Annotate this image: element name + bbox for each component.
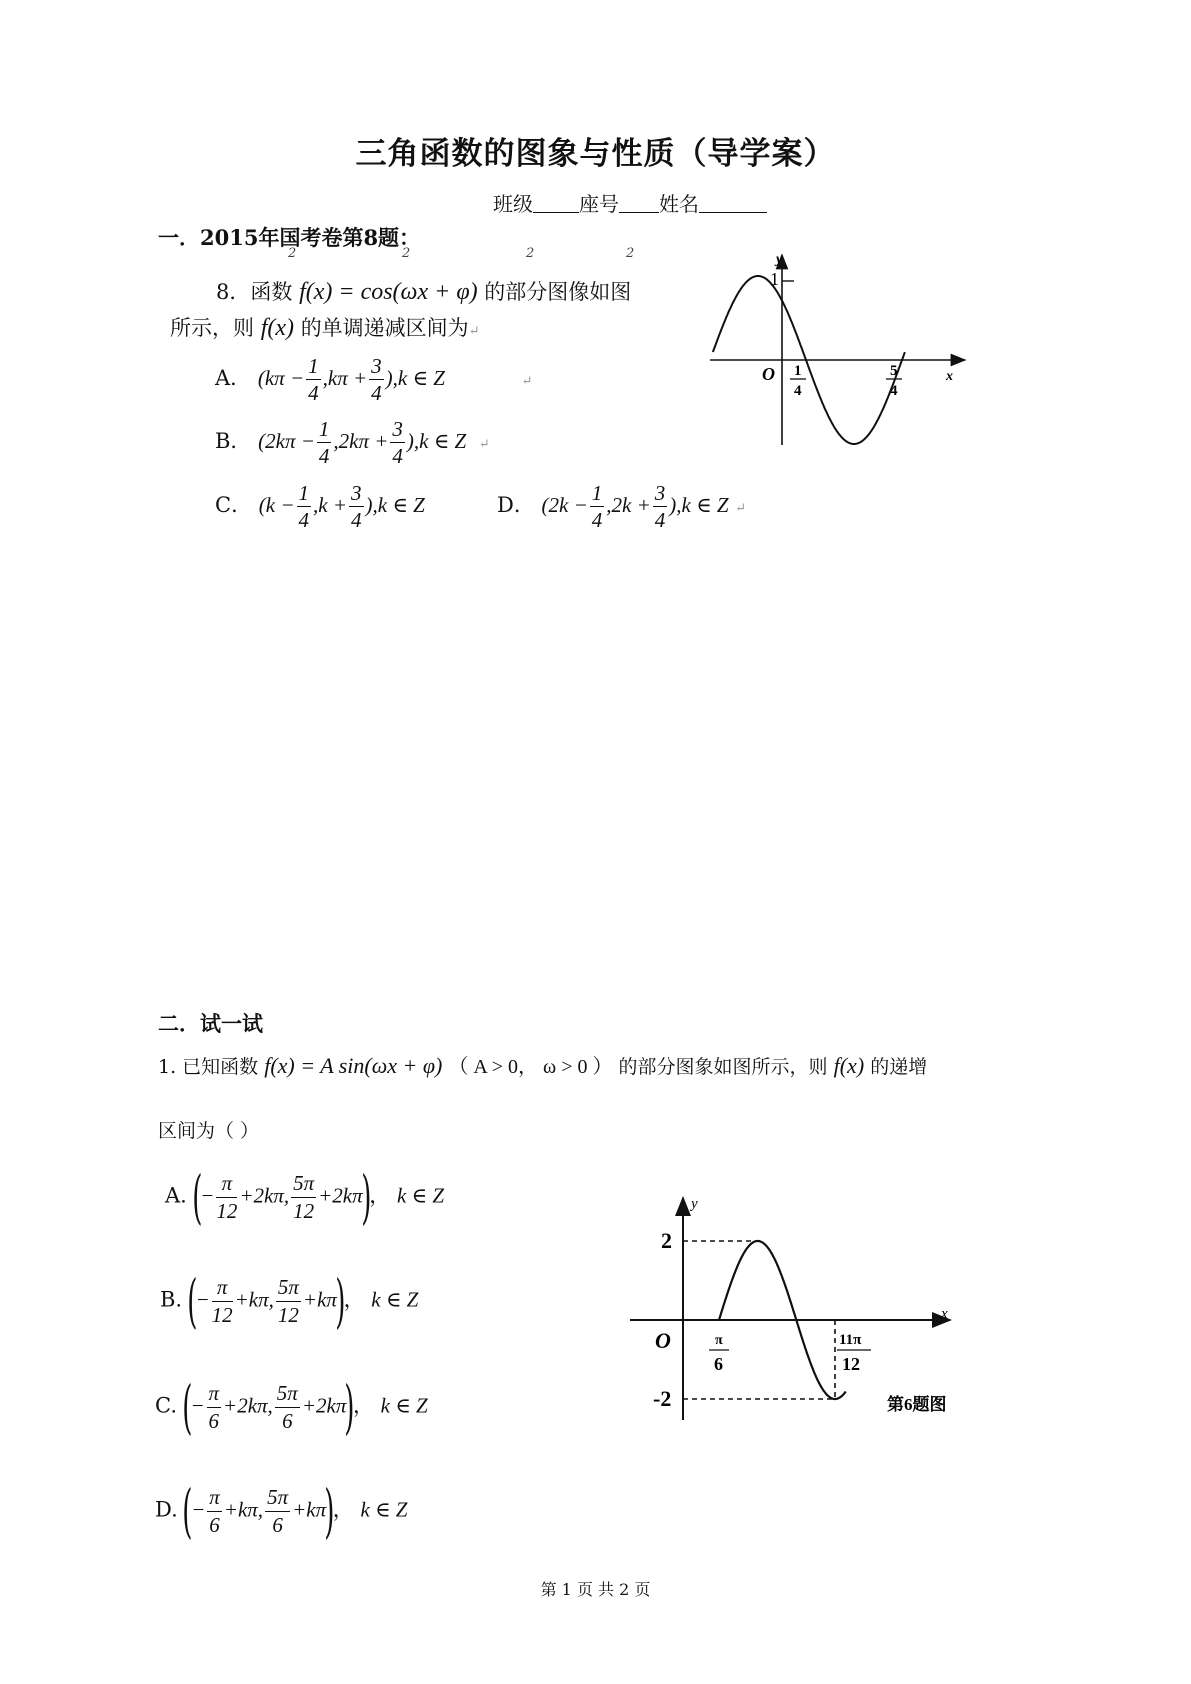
option-label: D． xyxy=(497,493,535,518)
frac-numerator: π xyxy=(212,1276,233,1301)
student-info-line xyxy=(493,188,767,217)
option-math: − xyxy=(200,1183,215,1208)
question-text: 所示，则 xyxy=(170,316,254,340)
frac-numerator: π xyxy=(207,1382,222,1407)
frac-numerator: 1 xyxy=(317,418,332,443)
question-text: 的递增 xyxy=(870,1056,928,1078)
x-axis-label: x xyxy=(946,369,953,384)
section2-heading: 二．试一试 xyxy=(158,1011,263,1036)
frac-numerator: 1 xyxy=(306,355,321,380)
frac-denominator: 6 xyxy=(282,1408,293,1433)
option-2d[interactable]: D. (− $\frac{\pi}{6}$ +kπ, $\frac{5\pi}{6}$ +kπ)， k ∈ Z xyxy=(155,1477,408,1545)
stray-mark: 2 xyxy=(626,246,635,261)
option-math: +2kπ xyxy=(301,1393,347,1418)
frac-numerator: 5π xyxy=(291,1172,316,1197)
x-tick2-den: 12 xyxy=(842,1354,860,1374)
option-math: − xyxy=(191,1497,206,1522)
frac-numerator: 1 xyxy=(590,482,605,507)
option-math: (k − xyxy=(258,493,295,518)
frac-denominator: 12 xyxy=(211,1302,233,1327)
option-math: (kπ − xyxy=(257,366,305,391)
option-math: +kπ xyxy=(302,1287,337,1312)
frac-denominator: 6 xyxy=(208,1408,220,1433)
y-axis-label: y xyxy=(691,1196,698,1212)
frac-numerator: 3 xyxy=(390,418,405,443)
frac-denominator: 4 xyxy=(351,508,362,533)
section1-heading: 一．2015年国考卷第8题： xyxy=(158,225,421,250)
question-formula: f(x) = cos(ωx + φ) xyxy=(299,279,478,305)
y-axis-label: y xyxy=(776,252,783,267)
option-math: ),k ∈ Z xyxy=(365,493,425,518)
frac-numerator: 5π xyxy=(265,1486,290,1511)
y-max-label: 2 xyxy=(661,1228,672,1253)
x-tick2-num: 5 xyxy=(890,363,898,379)
question-text: 的部分图象如图所示，则 xyxy=(618,1056,828,1078)
y-min-label: -2 xyxy=(653,1386,672,1411)
question-8-line1 xyxy=(216,276,631,306)
option-label: A． xyxy=(215,366,252,391)
class-blank[interactable] xyxy=(533,194,579,213)
frac-denominator: 4 xyxy=(591,508,603,533)
option-b[interactable]: B． (2kπ − $\frac{1}{4}$ ,2kπ + $\frac{3}{4}$ ),k ∈ Z ↵ xyxy=(215,417,490,469)
option-math: +kπ xyxy=(292,1497,327,1522)
option-math: k ∈ Z xyxy=(360,1497,408,1522)
option-math: +kπ, xyxy=(234,1287,274,1312)
option-math: ,kπ + xyxy=(322,366,368,391)
frac-numerator: 5π xyxy=(275,1382,300,1407)
page-title: 三角函数的图象与性质（导学案） xyxy=(355,136,836,172)
option-label: B． xyxy=(215,429,252,454)
stray-mark: 2 xyxy=(402,246,411,261)
frac-denominator: 12 xyxy=(277,1302,299,1327)
option-math: − xyxy=(195,1287,210,1312)
frac-numerator: 5π xyxy=(276,1276,301,1301)
frac-denominator: 4 xyxy=(654,508,666,533)
option-2b[interactable]: B. (− $\frac{\pi}{12}$ +kπ, $\frac{5\pi}{12}$ +kπ)， k ∈ Z xyxy=(160,1267,419,1335)
question-formula: f(x) xyxy=(833,1053,865,1078)
x-axis-label: x xyxy=(941,1306,948,1322)
frac-numerator: π xyxy=(216,1172,237,1197)
x-tick2-den: 4 xyxy=(890,383,898,399)
option-math: k ∈ Z xyxy=(380,1393,428,1418)
option-label: A. xyxy=(165,1183,187,1208)
frac-denominator: 4 xyxy=(392,444,403,469)
frac-numerator: 3 xyxy=(369,355,384,380)
option-comma: ， xyxy=(369,1183,391,1208)
question-8-line2: 所示，则 f(x) 的单调递减区间为↵ xyxy=(170,315,480,341)
option-label: C. xyxy=(155,1393,177,1418)
origin-label: O xyxy=(762,364,775,384)
cosine-graph xyxy=(690,245,980,460)
option-comma: ， xyxy=(343,1287,365,1312)
frac-denominator: 12 xyxy=(216,1198,238,1223)
option-2c[interactable]: C. (− $\frac{\pi}{6}$ +2kπ, $\frac{5\pi}{6}$ +2kπ)， k ∈ Z xyxy=(155,1373,428,1441)
option-a[interactable]: A． (kπ − $\frac{1}{4}$ ,kπ + $\frac{3}{4}$ ),k ∈ Z ↵ xyxy=(215,354,533,406)
question-1-line1 xyxy=(158,1050,927,1079)
frac-denominator: 4 xyxy=(308,381,319,406)
frac-denominator: 4 xyxy=(371,381,382,406)
option-math: +2kπ, xyxy=(223,1393,273,1418)
x-tick2-num: 11π xyxy=(839,1332,862,1348)
option-math: +2kπ xyxy=(318,1183,363,1208)
sine-graph xyxy=(625,1190,965,1430)
frac-numerator: 3 xyxy=(349,482,364,507)
option-d[interactable]: D． (2k − $\frac{1}{4}$ ,2k + $\frac{3}{4}$ ),k ∈ Z ↵ xyxy=(497,481,747,533)
option-math: ,k + xyxy=(313,493,348,518)
figure-caption: 第6题图 xyxy=(887,1395,947,1414)
option-math: (2kπ − xyxy=(258,429,315,454)
question-formula: f(x) xyxy=(260,315,294,341)
question-1-line2: 区间为（ ） xyxy=(158,1120,260,1142)
question-text: 的单调递减区间为 xyxy=(300,316,469,340)
stray-mark: 2 xyxy=(288,246,297,261)
question-formula: f(x) = A sin(ωx + φ) xyxy=(264,1053,443,1078)
option-math: (2k − xyxy=(541,493,588,518)
question-text: 1. 已知函数 xyxy=(158,1056,259,1078)
stray-mark: 2 xyxy=(526,246,535,261)
option-math: k ∈ Z xyxy=(396,1183,445,1208)
option-comma: ， xyxy=(332,1497,354,1522)
option-math: k ∈ Z xyxy=(371,1287,419,1312)
name-blank[interactable] xyxy=(699,194,767,213)
option-math: ,2kπ + xyxy=(333,429,389,454)
page-footer: 第 1 页 共 2 页 xyxy=(540,1580,651,1599)
name-label: 姓名 xyxy=(659,192,699,216)
question-text: 8．函数 xyxy=(216,280,293,304)
option-label: C． xyxy=(215,493,253,518)
option-math: − xyxy=(190,1393,205,1418)
option-comma: ， xyxy=(352,1393,374,1418)
option-label: B. xyxy=(160,1287,183,1312)
option-math: +2kπ, xyxy=(239,1183,290,1208)
frac-denominator: 6 xyxy=(209,1512,220,1537)
option-math: +kπ, xyxy=(223,1497,264,1522)
x-tick1-den: 6 xyxy=(714,1354,723,1374)
x-tick1-den: 4 xyxy=(794,383,802,399)
question-condition: （ A > 0， ω > 0 ） xyxy=(448,1056,613,1078)
frac-denominator: 6 xyxy=(272,1512,283,1537)
frac-numerator: 3 xyxy=(653,482,668,507)
option-2a[interactable]: A. (− $\frac{\pi}{12}$ +2kπ, $\frac{5\pi}{12}$ +2kπ)， k ∈ Z xyxy=(165,1163,445,1231)
option-math: ,2k + xyxy=(606,493,651,518)
frac-numerator: 1 xyxy=(297,482,312,507)
frac-denominator: 4 xyxy=(298,508,310,533)
option-math: ),k ∈ Z xyxy=(385,366,445,391)
seat-blank[interactable] xyxy=(619,194,659,213)
x-tick1-num: 1 xyxy=(794,363,802,379)
seat-label: 座号 xyxy=(579,192,619,216)
origin-label: O xyxy=(655,1328,671,1353)
x-tick1-num: π xyxy=(715,1333,723,1348)
option-math: ),k ∈ Z xyxy=(406,429,467,454)
question-text: 的部分图像如图 xyxy=(484,280,632,304)
frac-numerator: π xyxy=(207,1486,222,1511)
option-label: D. xyxy=(155,1497,178,1522)
option-c[interactable] xyxy=(215,482,425,531)
frac-denominator: 12 xyxy=(293,1198,315,1223)
class-label: 班级 xyxy=(493,192,533,216)
y-tick-label: 1 xyxy=(770,269,779,289)
option-math: ),k ∈ Z xyxy=(669,493,729,518)
frac-denominator: 4 xyxy=(318,444,330,469)
